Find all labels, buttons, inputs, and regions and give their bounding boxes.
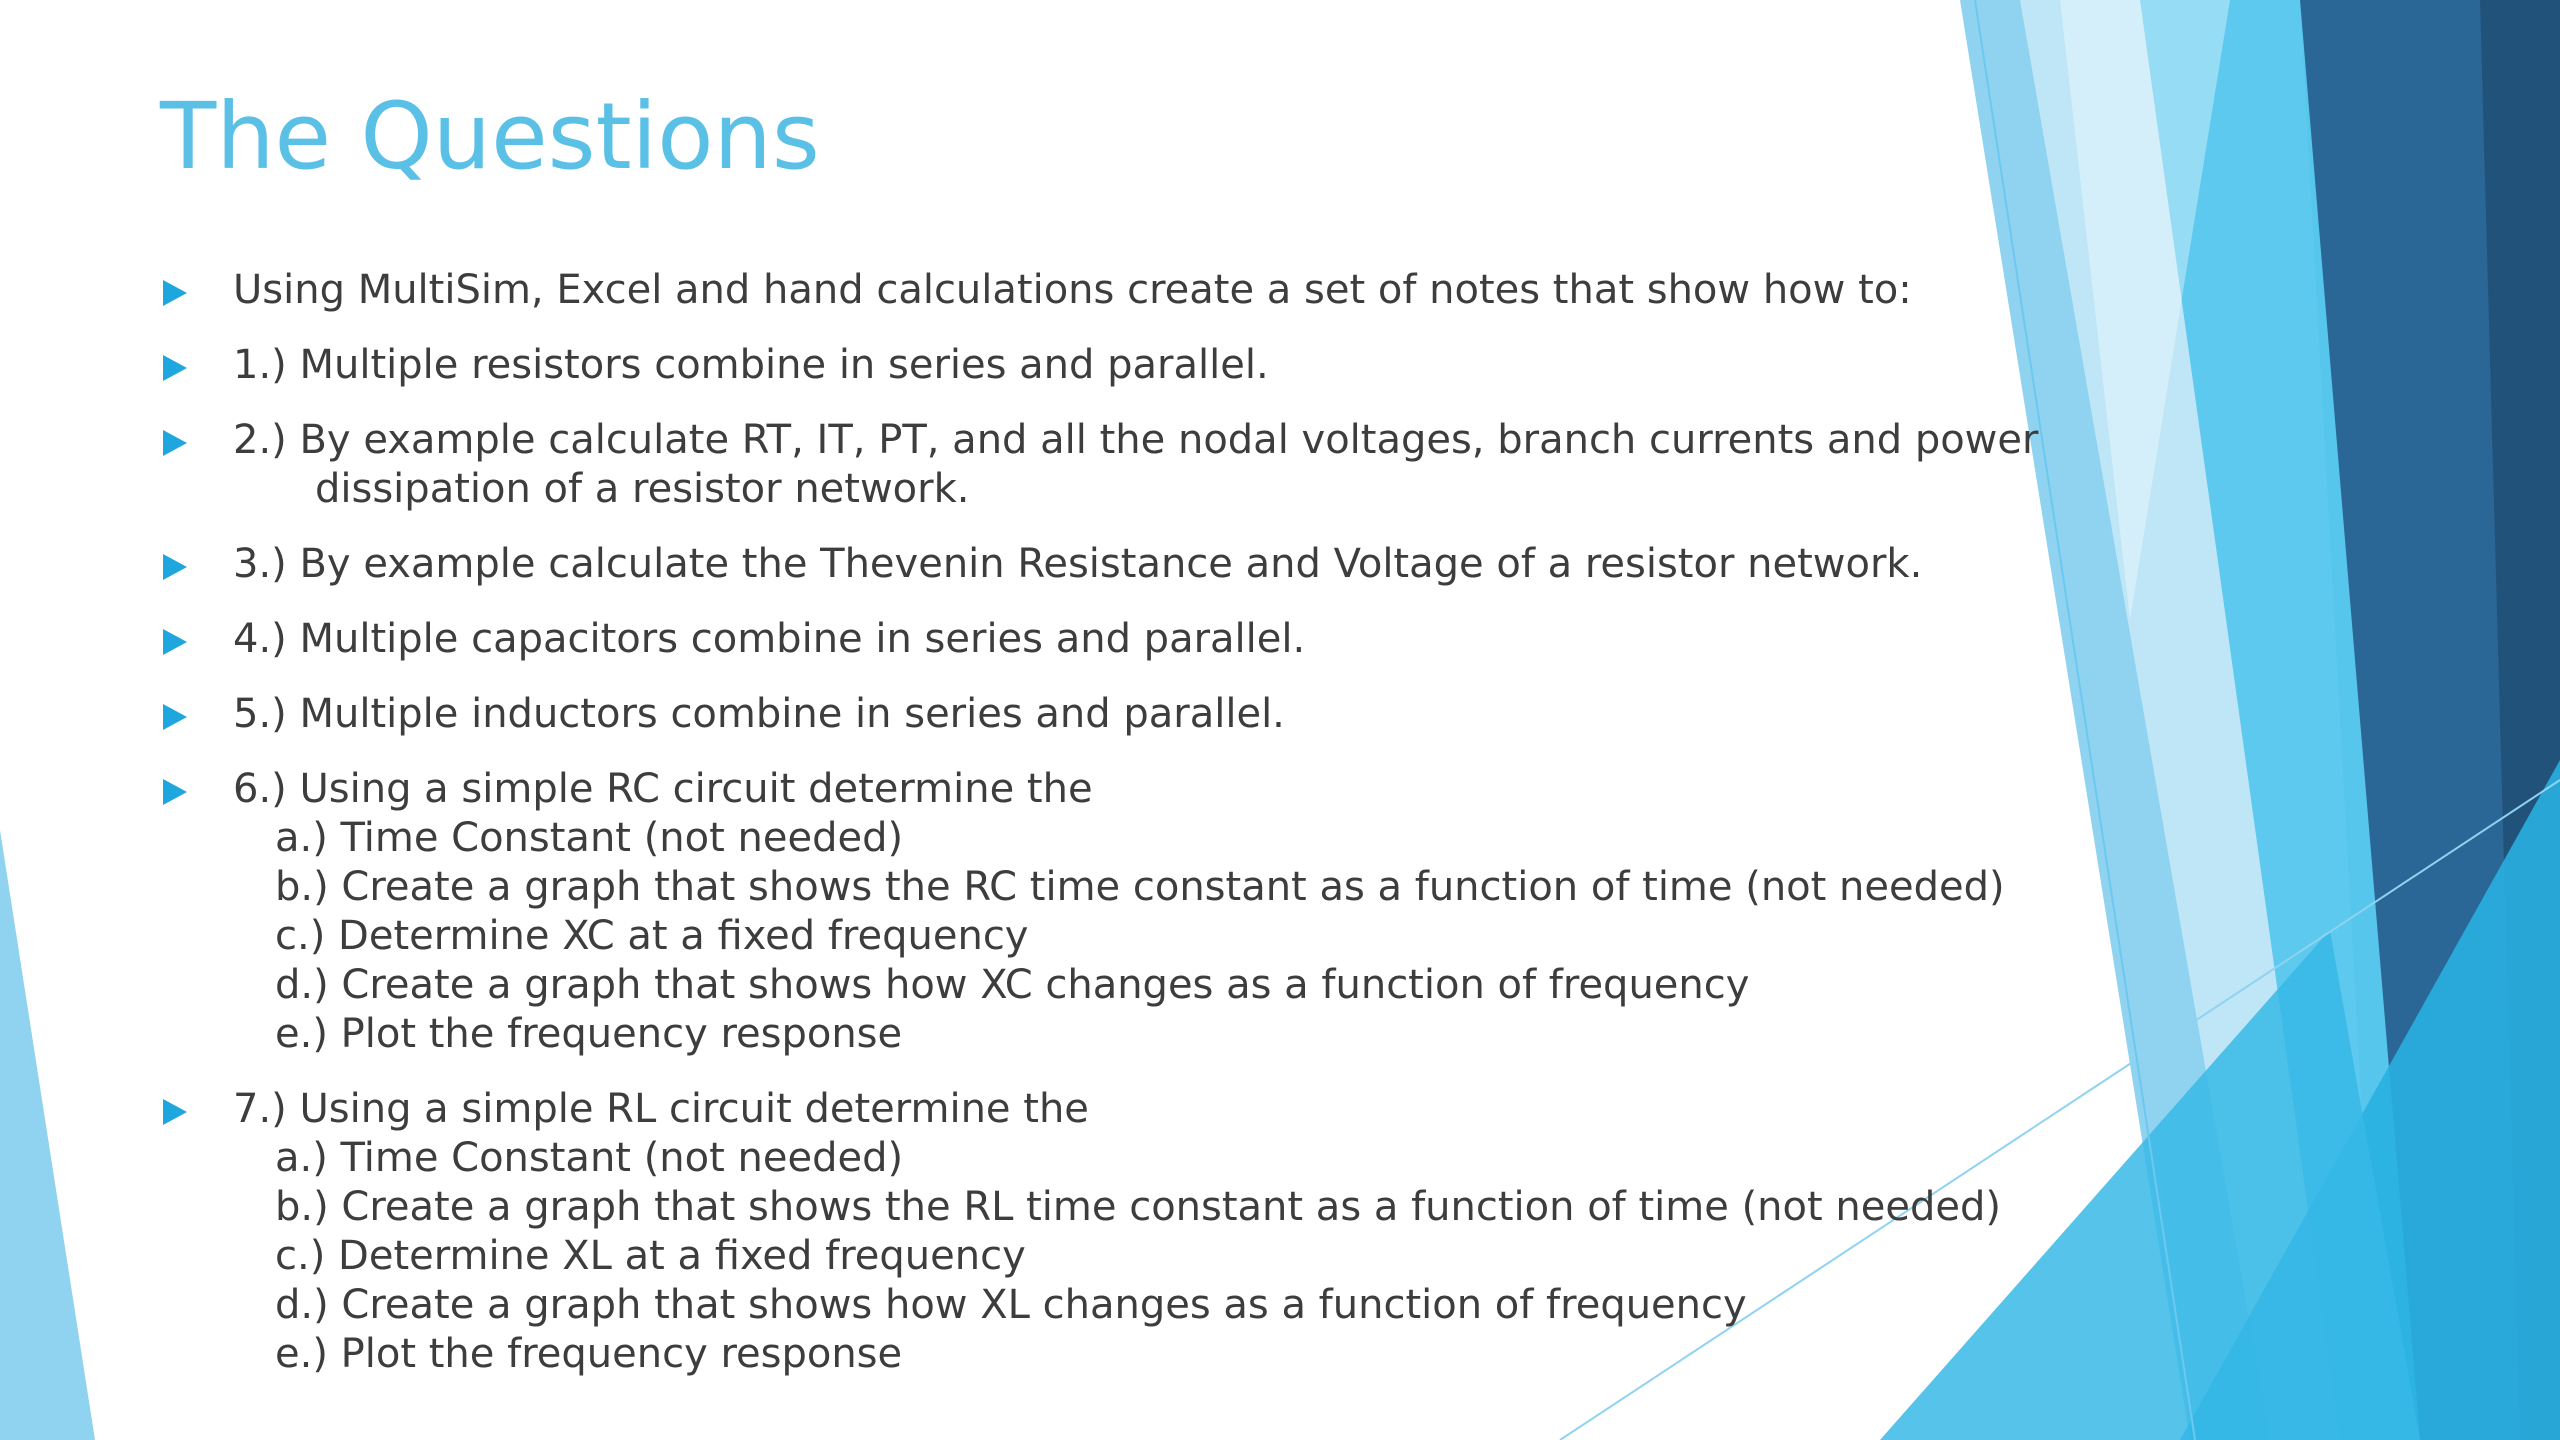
bullet-text: 5.) Multiple inductors combine in series and parallel. [233,691,1285,737]
sub-item: c.) Determine XL at a fixed frequency [275,1233,1026,1279]
triangle-right-icon [163,629,187,655]
bullet-text: Using MultiSim, Excel and hand calculations create a set of notes that show how to: [233,267,1912,313]
bullet-item [160,266,2160,315]
triangle-right-icon [163,704,187,730]
triangle-right-icon [163,430,187,456]
bullet-text-continuation: dissipation of a resistor network. [315,466,970,512]
triangle-right-icon [163,1099,187,1125]
bullet-item [160,765,2160,1059]
bullet-item [160,690,2160,739]
sub-item: b.) Create a graph that shows the RL time constant as a function of time (not needed) [275,1184,2001,1230]
sub-item: e.) Plot the frequency response [275,1011,903,1057]
sub-item: b.) Create a graph that shows the RC time constant as a function of time (not needed) [275,864,2005,910]
bullet-item [160,416,2160,514]
sub-item: d.) Create a graph that shows how XL changes as a function of frequency [275,1282,1747,1328]
sub-item: e.) Plot the frequency response [275,1331,903,1377]
bullet-list [160,266,2160,1405]
sub-item: a.) Time Constant (not needed) [275,815,904,861]
bullet-item [160,540,2160,589]
bullet-text: 7.) Using a simple RL circuit determine the [233,1086,1089,1132]
bullet-text: 6.) Using a simple RC circuit determine the [233,766,1093,812]
sub-item: d.) Create a graph that shows how XC changes as a function of frequency [275,962,1750,1008]
bullet-item [160,1085,2160,1379]
bullet-text: 4.) Multiple capacitors combine in series and parallel. [233,616,1306,662]
bullet-item [160,615,2160,664]
bullet-text: 3.) By example calculate the Thevenin Resistance and Voltage of a resistor network. [233,541,1923,587]
bullet-text: 2.) By example calculate RT, IT, PT, and all the nodal voltages, branch currents and power [233,417,2039,463]
decor-left-sliver [0,830,95,1440]
slide-title: The Questions [160,83,820,190]
triangle-right-icon [163,355,187,381]
triangle-right-icon [163,779,187,805]
sub-item: c.) Determine XC at a fixed frequency [275,913,1029,959]
sub-item: a.) Time Constant (not needed) [275,1135,904,1181]
bullet-item [160,341,2160,390]
triangle-right-icon [163,554,187,580]
bullet-text: 1.) Multiple resistors combine in series and parallel. [233,342,1269,388]
triangle-right-icon [163,280,187,306]
